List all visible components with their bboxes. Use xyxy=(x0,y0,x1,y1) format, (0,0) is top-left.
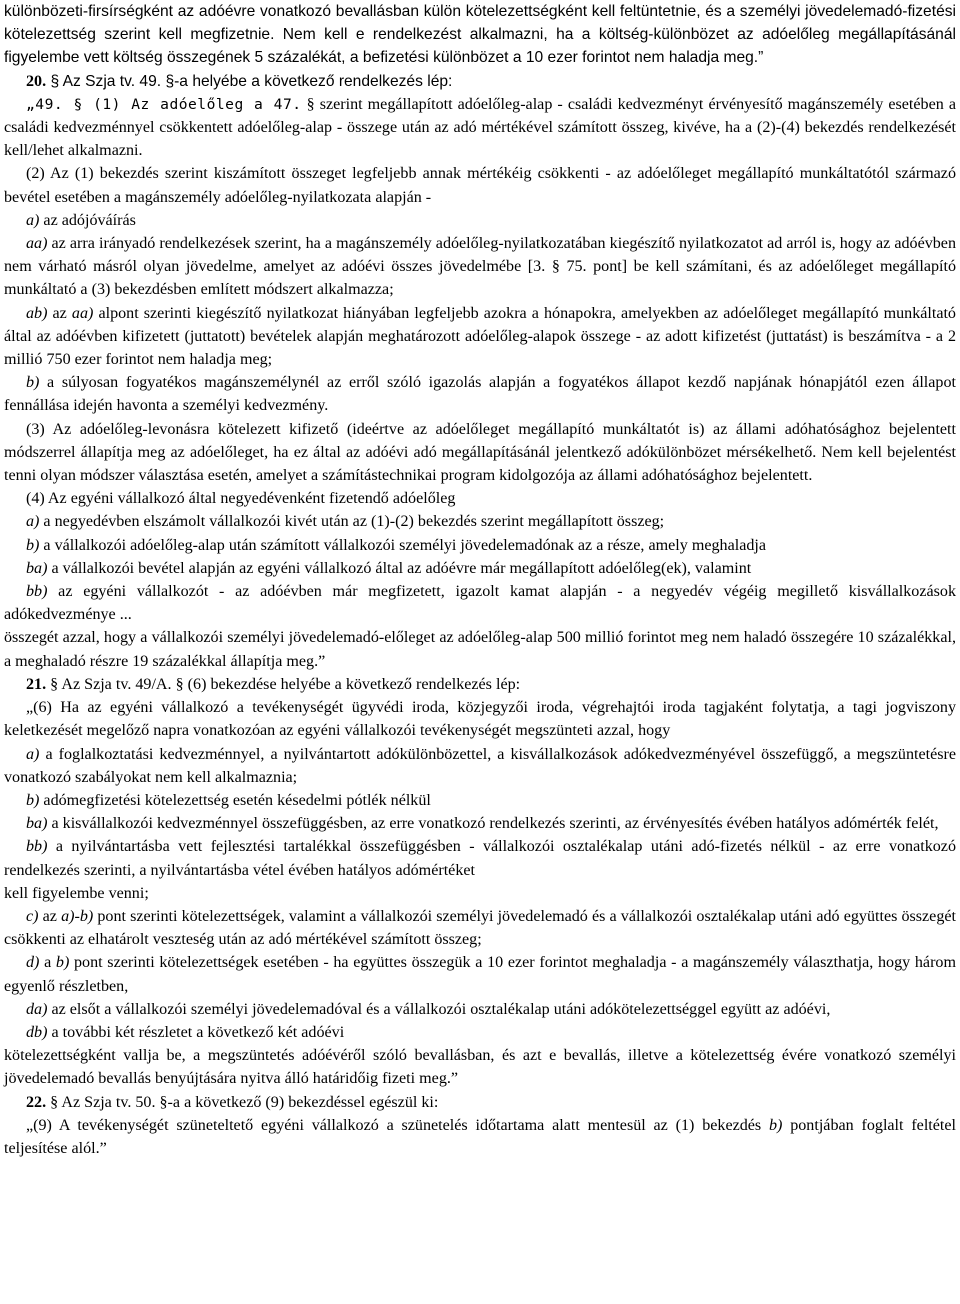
text-run: a foglalkoztatási kedvezménnyel, a nyilvántartott adókülönbözettel, a kisvállalkozások adókedvezményével összefüggő, a megszüntetésre vonatkozó szabályokat nem kell alkalmaznia; xyxy=(4,745,956,786)
text-run: a vállalkozói adóelőleg-alap után számított vállalkozói személyi jövedelemadónak az a része, amely meghaladja xyxy=(39,536,766,554)
text-run: bb) xyxy=(26,583,48,601)
text-run: (3) Az adóelőleg-levonásra kötelezett kifizető (ideértve az adóelőleget megállapító munkáltatót is) az állami adóhatósághoz bejelentett módszerrel állapítja meg az adóelőleget, ha ez által az adóévi adó megállapításánál jelentkező adókülönbözet mérsékelhető. Nem kell bejelentést tenni olyan módszer választása esetén, amelyet a számítástechnikai program kidolgozója az állami adóhatósághoz bejelentett. xyxy=(4,420,956,485)
text-run: az xyxy=(47,304,72,322)
text-run: a) xyxy=(26,211,40,229)
text-run: aa) xyxy=(71,304,94,322)
text-run: az xyxy=(38,907,62,925)
text-run: pont szerinti kötelezettségek, valamint a vállalkozói személyi jövedelemadó és a vállalkozói osztalékalap utáni adó együttes összegét csökkenti az elhatárolt veszteség után az adó mértékével számított összeg; xyxy=(4,907,956,949)
text-run: bb) xyxy=(26,838,48,856)
text-run: az egyéni vállalkozót - az adóévben már megfizetett, igazolt kamat alapján - a negyedév végéig megillető kisvállalkozások adókedvezménye ... xyxy=(4,583,956,624)
text-run: b) xyxy=(26,374,40,392)
text-run: kell figyelembe venni; xyxy=(4,884,149,902)
paragraph xyxy=(4,1021,956,1044)
text-run: az arra irányadó rendelkezések szerint, ha a magánszemély adóelőleg-nyilatkozatában kiegészítő nyilatkozatot ad arról is, hogy az adóévben nem várható másról olyan jövedelme, amelyet az adóévi összes jövedelmébe [3. § 75. pont] be kell számítani, és az adóelőleget megállapító munkáltató a (3) bekezdésben említett módszert alkalmazza; xyxy=(4,235,956,299)
text-run: a) xyxy=(26,745,40,763)
text-run: a kisvállalkozói kedvezménnyel összefüggésben, az erre vonatkozó rendelkezés szerinti, az érvényesítés évében hatályos adómérték felét, xyxy=(47,815,939,833)
paragraph xyxy=(4,510,956,533)
paragraph xyxy=(4,673,956,696)
text-run: ba) xyxy=(26,559,48,577)
text-run: da) xyxy=(26,1000,48,1018)
text-run: az adójóváírás xyxy=(39,211,136,229)
paragraph xyxy=(4,371,956,417)
text-run: a)-b) xyxy=(61,907,94,925)
text-run: (2) Az (1) bekezdés szerint kiszámított összeget legfeljebb annak mértékéig csökkenti - az adóelőleget megállapító munkáltatótól származó bevétel esetében a magánszemély adóelőleg-nyilatkozata alapján - xyxy=(4,165,956,206)
text-run: „49. § (1) Az adóelőleg a 47. xyxy=(26,95,302,113)
paragraph xyxy=(4,534,956,557)
paragraph xyxy=(4,302,956,372)
text-run: összegét azzal, hogy a vállalkozói személyi jövedelemadó-előleget az adóelőleg-alap 500 millió forintot meg nem haladó összegére 10 százalékkal, a meghaladó részre 19 százalékkal állapítja meg.” xyxy=(4,629,956,670)
text-run: adómegfizetési kötelezettség esetén késedelmi pótlék nélkül xyxy=(39,791,431,809)
text-run: a xyxy=(39,954,56,972)
paragraph xyxy=(4,835,956,881)
text-run: a vállalkozói bevétel alapján az egyéni vállalkozó által az adóévre már megállapított adóelőleg(ek), valamint xyxy=(47,559,752,577)
text-run: a negyedévben elszámolt vállalkozói kivét után az (1)-(2) bekezdés szerint megállapított összeg; xyxy=(39,513,665,531)
paragraph xyxy=(4,1044,956,1090)
paragraph xyxy=(4,1114,956,1160)
paragraph xyxy=(4,209,956,232)
text-run: (4) Az egyéni vállalkozó által negyedévenként fizetendő adóelőleg xyxy=(26,490,456,508)
text-run: § Az Szja tv. 49. §-a helyébe a következő rendelkezés lép: xyxy=(46,72,453,90)
text-run: különbözeti-firsírségként az adóévre vonatkozó bevallásban külön kötelezettségként kell feltüntetnie, és a személyi jövedelemadó-fizetési kötelezettség szerint kell megfizetnie. Nem kell e rendelkezést alkalmazni, ha a költség-különbözet az adóelőleg megállapításánál figyelembe vett költség összegének 5 százalékát, a befizetési különbözet a 10 ezer forintot nem haladja meg.” xyxy=(4,3,956,67)
text-run: d) xyxy=(26,954,40,972)
text-run: aa) xyxy=(26,235,48,253)
paragraph xyxy=(4,162,956,208)
text-run: § szerint megállapított adóelőleg-alap - családi kedvezményt érvényesítő magánszemély esetében a családi kedvezménnyel csökkentett adóelőleg-alap - összege után az adó mértékével számított összeg, kivéve, ha a (2)-(4) bekezdés rendelkezését kell/lehet alkalmazni. xyxy=(4,95,956,160)
paragraph xyxy=(4,580,956,626)
paragraph xyxy=(4,812,956,835)
text-run: 21. xyxy=(26,675,47,693)
paragraph xyxy=(4,0,956,70)
text-run: pontjában foglalt feltétel teljesítése alól.” xyxy=(4,1116,956,1157)
paragraph xyxy=(4,418,956,488)
text-run: a további két részletet a következő két adóévi xyxy=(47,1023,345,1041)
paragraph xyxy=(4,232,956,302)
text-run: az elsőt a vállalkozói személyi jövedelemadóval és a vállalkozói osztalékalap utáni adókötelezettséggel együtt az adóévi, xyxy=(47,1000,831,1018)
text-run: b) xyxy=(26,536,40,554)
text-run: alpont szerinti kiegészítő nyilatkozat hiányában legfeljebb azokra a hónapokra, amelyekben az adóelőleget megállapító munkáltató által az adóévben kifizetett (juttatott) bevételek alapján meghatározott adóelőleg-alapok összege - az adott kifizetést (juttatást) is beszámítva - a 2 millió 750 ezer forintot nem haladja meg; xyxy=(4,304,956,369)
text-run: § Az Szja tv. 49/A. § (6) bekezdése helyébe a következő rendelkezés lép: xyxy=(46,675,521,693)
text-run: db) xyxy=(26,1023,48,1041)
paragraph xyxy=(4,557,956,580)
text-run: b) xyxy=(26,791,40,809)
text-run: ab) xyxy=(26,304,48,322)
text-run: kötelezettségként vallja be, a megszüntetés adóévéről szóló bevallásban, és azt e bevallás, illetve a kötelezettség évére vonatkozó személyi jövedelemadó bevallás benyújtására nyitva álló határidőig fizeti meg.” xyxy=(4,1047,956,1088)
paragraph xyxy=(4,487,956,510)
paragraph xyxy=(4,70,956,93)
paragraph xyxy=(4,789,956,812)
paragraph xyxy=(4,882,956,905)
text-run: 20. xyxy=(26,72,47,90)
paragraph xyxy=(4,93,956,163)
paragraph xyxy=(4,696,956,742)
paragraph xyxy=(4,951,956,997)
text-run: b) xyxy=(769,1116,783,1134)
paragraph xyxy=(4,626,956,672)
text-run: c) xyxy=(26,907,39,925)
text-run: a) xyxy=(26,513,40,531)
paragraph xyxy=(4,1091,956,1114)
text-run: a súlyosan fogyatékos magánszemélynél az erről szóló igazolás alapján a fogyatékos állapot kezdő napjának hónapjától ezen állapot fennállása idején havonta a személyi kedvezmény. xyxy=(4,374,956,415)
text-run: § Az Szja tv. 50. §-a a következő (9) bekezdéssel egészül ki: xyxy=(46,1093,439,1111)
text-run: ba) xyxy=(26,815,48,833)
text-run: „(6) Ha az egyéni vállalkozó a tevékenységét ügyvédi iroda, közjegyzői iroda, végrehajtói iroda tagjaként folytatja, a tagi jogviszony keletkezését megelőző napra vonatkozóan az egyéni vállalkozói tevékenységét megszünteti azzal, hogy xyxy=(4,699,956,740)
paragraph xyxy=(4,743,956,789)
text-run: 22. xyxy=(26,1093,47,1111)
text-run: b) xyxy=(55,954,70,972)
text-run: a nyilvántartásba vett fejlesztési tartalékkal összefüggésben - vállalkozói osztalékalap utáni adó-fizetés nélkül - az erre vonatkozó rendelkezés szerinti, a nyilvántartásba vétel évében hatályos adómértéket xyxy=(4,838,956,879)
paragraph xyxy=(4,905,956,951)
text-run: „(9) A tevékenységét szüneteltető egyéni vállalkozó a szünetelés időtartama alatt mentesül az (1) bekezdés xyxy=(26,1116,769,1134)
text-run: pont szerinti kötelezettségek esetében - ha együttes összegük a 10 ezer forintot meghaladja - a magánszemély választhatja, hogy három egyenlő részletben, xyxy=(4,954,956,995)
paragraph xyxy=(4,998,956,1021)
